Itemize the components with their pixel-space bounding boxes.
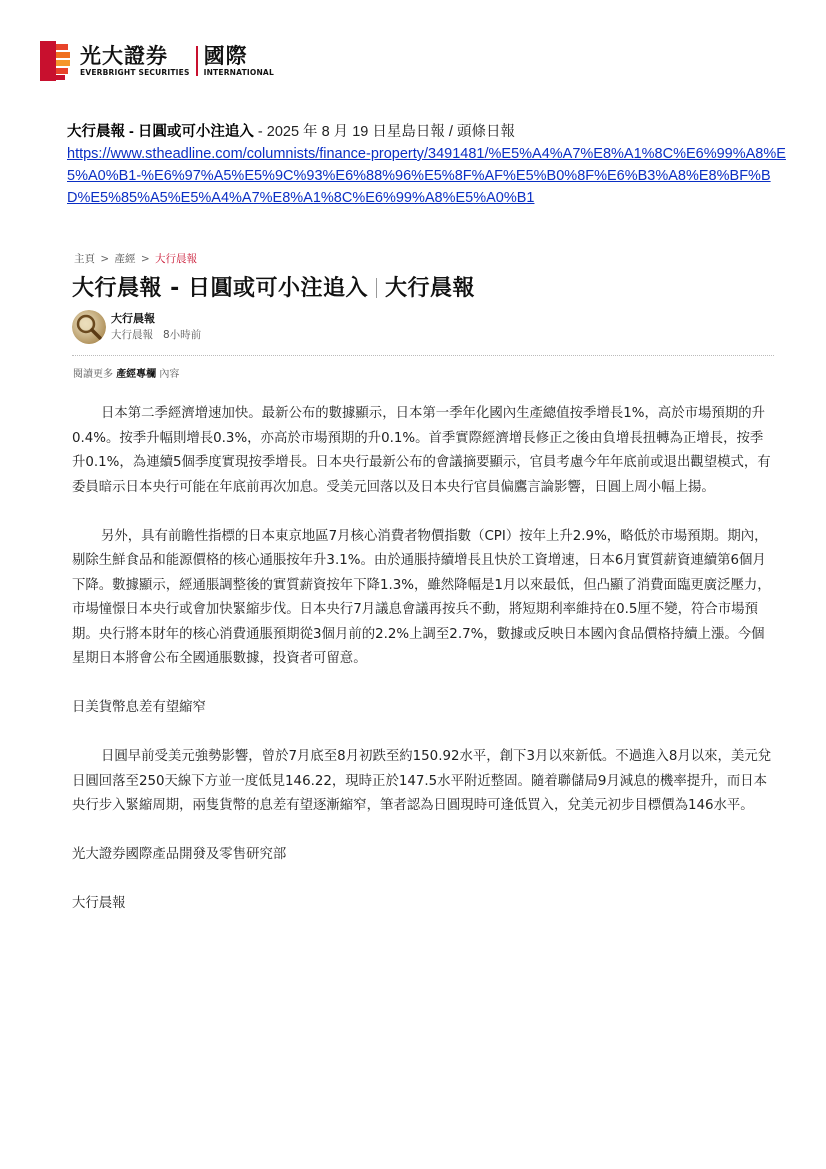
avatar[interactable]: [72, 310, 106, 344]
citation-title: 大行晨報 - 日圓或可小注追入: [67, 124, 254, 140]
department-credit: 光大證券國際產品開發及零售研究部: [72, 847, 287, 862]
citation-source: - 2025 年 8 月 19 日星島日報 / 頭條日報: [253, 124, 515, 140]
logo-intl-cn: 國際: [203, 44, 248, 68]
logo-divider: [196, 46, 198, 76]
author-column[interactable]: 大行晨報: [111, 329, 153, 341]
breadcrumb-home[interactable]: 主頁: [74, 253, 95, 265]
article-body: [72, 402, 774, 917]
paragraph-1: 日本第二季經濟增速加快。最新公布的數據顯示，日本第一季年化國內生產總值按季增長1%，高於市場預期的升0.4%。按季升幅則增長0.3%，亦高於市場預期的升0.1%。首季實際經濟增長修正之後由負增長扭轉為正增長，按季升0.1%，為連續5個季度實現按季增長。日本央行最新公布的會議摘要顯示，官員考慮今年年底前或退出觀望模式，有委員暗示日本央行可能在年底前再次加息。受美元回落以及日本央行官員偏鷹言論影響，日圓上周小幅上揚。: [72, 406, 771, 495]
author-block: [72, 310, 201, 344]
readmore-suffix: 內容: [159, 369, 180, 380]
article-headline: [72, 271, 475, 302]
breadcrumb-separator: >: [100, 253, 110, 265]
logo-name-en: EVERBRIGHT SECURITIES: [80, 68, 190, 77]
headline-main: 大行晨報 - 日圓或可小注追入: [72, 276, 368, 301]
breadcrumb-current[interactable]: 大行晨報: [155, 253, 197, 265]
signoff: 大行晨報: [72, 896, 126, 911]
author-name[interactable]: 大行晨報: [111, 312, 155, 325]
breadcrumb-section[interactable]: 產經: [114, 253, 136, 265]
everbright-logo-icon: [38, 40, 72, 82]
subheading: 日美貨幣息差有望縮窄: [72, 700, 206, 715]
magnifier-avatar-icon: [72, 310, 106, 344]
paragraph-3: 日圓早前受美元強勢影響，曾於7月底至8月初跌至約150.92水平，創下3月以來新低。不過進入8月以來，美元兌日圓回落至250天線下方並一度低見146.22，現時正於147.5水平附近整固。隨着聯儲局9月減息的機率提升，而日本央行步入緊縮周期，兩隻貨幣的息差有望逐漸縮窄，筆者認為日圓現時可逢低買入，兌美元初步目標價為146水平。: [72, 749, 772, 813]
headline-divider: [376, 278, 377, 298]
publish-time: 8小時前: [163, 329, 202, 341]
readmore-prefix: 閱讀更多: [73, 369, 113, 380]
breadcrumb: [74, 251, 197, 266]
divider: [72, 355, 774, 356]
logo-name-cn: 光大證券: [80, 44, 168, 68]
readmore-link[interactable]: 產經專欄: [116, 369, 157, 380]
breadcrumb-separator: >: [140, 253, 150, 265]
company-logo: [38, 40, 274, 82]
paragraph-2: 另外，具有前瞻性指標的日本東京地區7月核心消費者物價指數（CPI）按年上升2.9%，略低於市場預期。期內，剔除生鮮食品和能源價格的核心通脹按年升3.1%。由於通脹持續增長且快於工資增速，日本6月實質薪資連續第6個月下降。數據顯示，經通脹調整後的實質薪資按年下降1.3%，雖然降幅是1月以來最低，但凸顯了消費面臨更廣泛壓力，市場憧憬日本央行或會加快緊縮步伐。日本央行7月議息會議再按兵不動，將短期利率維持在0.5厘不變，符合市場預期。央行將本財年的核心消費通脹預期從3個月前的2.2%上調至2.7%，數據或反映日本國內食品價格持續上漲。今個星期日本將會公布全國通脹數據，投資者可留意。: [72, 528, 771, 666]
citation-url-link[interactable]: https://www.stheadline.com/columnists/finance-property/3491481/%E5%A4%A7%E8%A1%8C%E6%99%A8%E5%A0%B1-%E6%97%A5%E5%9C%93%E6%88%96%E5%8F%AF%E5%B0%8F%E6%B3%A8%E8%BF%BD%E5%85%A5%E5%A4%A7%E8%A1%8C%E6%99%A8%E5%A0%B1: [67, 146, 786, 206]
logo-intl-en: INTERNATIONAL: [203, 68, 274, 77]
article-citation: [67, 121, 787, 209]
headline-column: 大行晨報: [384, 276, 475, 301]
read-more: [73, 365, 179, 380]
